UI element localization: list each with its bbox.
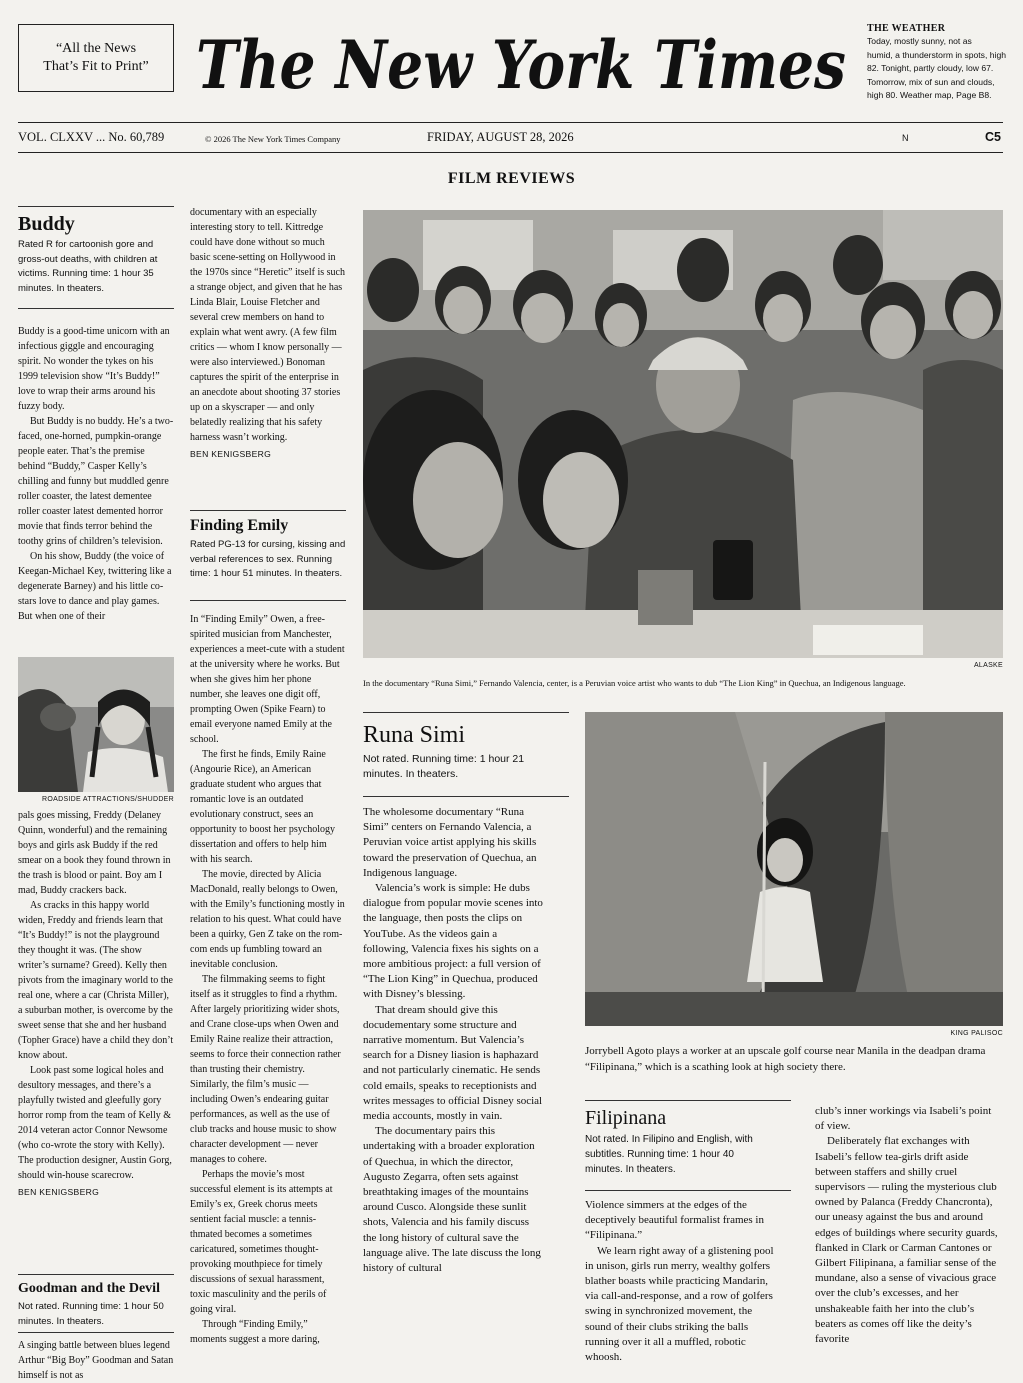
review-goodman [18, 1278, 174, 1329]
review-headline: Goodman and the Devil [18, 1281, 160, 1296]
paragraph: pals goes missing, Freddy (Delaney Quinn, wonderful) and the remaining boys and girls ask Buddy if the red smear on a book they found thrown in the trash is blood or paint. Boy am I mad, Buddy crackers back. [18, 810, 171, 896]
paragraph: A singing battle between blues legend Arthur “Big Boy” Goodman and Satan himself is not as [18, 1340, 174, 1381]
review-headline: Finding Emily [190, 517, 289, 534]
paragraph: The first he finds, Emily Raine (Angourie Rice), an American graduate student who argues that romantic love is an outdated evolutionary construct, sees an opportunity to boost her psychology dissertation and offers to help him with his search. [190, 749, 335, 865]
masthead-rule-bottom [18, 152, 1003, 153]
review-runa-simi [363, 718, 569, 782]
weather-line: high 80. Weather map, Page B8. [867, 90, 992, 101]
newspaper-nameplate [185, 8, 857, 116]
paragraph: Look past some logical holes and desultory messages, and there’s a playfully twisted and gleefully gory horror romp from the team of Kelly & 2014 veteran actor Connor Newsome (who co-wrote the story with Kelly). The production designer, Austin Gorg, should win-house scarecrow. [18, 1065, 172, 1181]
review-filipinana [585, 1104, 791, 1177]
review-buddy [18, 210, 174, 296]
paragraph: Buddy is a good-time unicorn with an infectious giggle and encouraging spirit. No wonder the tykes on his 1999 television show “It’s Buddy!” love to wrap their arms around his fuzzy body. [18, 326, 170, 412]
paragraph: The filmmaking seems to fight itself as it struggles to find a rhythm. After largely prioritizing wider shots, and Crane close-ups when Owen and Emily Raine realize their attraction, seems to force their connection rather than trusting their chemistry. Similarly, the film’s music — including Owen’s endearing guitar performances, as well as the use of club tracks and house music to show character development — never manages to cohere. [190, 974, 341, 1165]
paragraph: As cracks in this happy world widen, Freddy and friends learn that “It’s Buddy!” is not the playground they thought it was. (The show writer’s surname? Greed). Kelly then pivots from the imaginary world to the real one, where a car (Christa Miller), a suburban mother, is overcome by the sweet sense that she and her husband (Topher Grace) have a child they don’t know about. [18, 900, 174, 1061]
review-body [190, 612, 346, 1347]
review-headline: Runa Simi [363, 722, 466, 748]
buddy-photo [18, 657, 174, 792]
paragraph: The movie, directed by Alicia MacDonald, really belongs to Owen, with the Emily’s functioning mostly in relation to his quest. What could have been a quirky, Gen Z take on the rom-com ends up fumbling toward an inevitable conclusion. [190, 869, 345, 970]
edition-mark: N [902, 133, 909, 143]
review-meta: Rated R for cartoonish gore and gross-out deaths, with children at victims. Running time: 1 hour 35 minutes. In theaters. [18, 239, 158, 294]
paragraph: Valencia’s work is simple: He dubs dialogue from popular movie scenes into the language, then posts the clips on YouTube. As the videos gain a following, Valencia fixes his sights on a more ambitious project: a full version of “The Lion King” in Quechua, produced with Disney’s blessing. [363, 882, 543, 1001]
photo-credit: ALASKE [973, 662, 1003, 669]
review-body [585, 1198, 775, 1365]
weather-line: Today, mostly sunny, not as [867, 36, 972, 47]
paragraph: Violence simmers at the edges of the deceptively beautiful formalist frames in “Filipinana.” [585, 1199, 764, 1242]
column-rule [585, 1100, 791, 1101]
review-body [18, 324, 174, 624]
review-body [363, 805, 543, 1276]
runa-simi-photo [363, 210, 1003, 658]
review-headline: Filipinana [585, 1107, 667, 1129]
paragraph: On his show, Buddy (the voice of Keegan-Michael Key, twittering like a degenerate Barney) and his little co-stars love to dance and play games. But when one of their [18, 551, 172, 622]
weather-box [867, 22, 1007, 102]
paragraph: In “Finding Emily” Owen, a free-spirited musician from Manchester, experiences a meet-cute with a student at the university where he works. But when she gives him her phone number, she leaves one digit off, prompting Owen (Spike Fearn) to email everyone named Emily at the school. [190, 614, 345, 745]
copyright: © 2026 The New York Times Company [205, 134, 341, 144]
weather-line: 82. Tonight, partly cloudy, low 67. [867, 63, 994, 74]
photo-caption: Jorrybell Agoto plays a worker at an upscale golf course near Manila in the deadpan drama “Filipinana,” which is a scathing look at high society there. [585, 1045, 986, 1073]
paragraph: The wholesome documentary “Runa Simi” centers on Fernando Valencia, a Peruvian voice artist applying his skills toward the preservation of Quechua, an Indigenous language. [363, 806, 537, 879]
volume-number: VOL. CLXXV ... No. 60,789 [18, 130, 165, 144]
nameplate-title: The New York Times [196, 26, 846, 104]
meta-rule [363, 796, 569, 797]
masthead-rule-top [18, 122, 1003, 123]
issue-date: FRIDAY, AUGUST 28, 2026 [427, 130, 574, 144]
weather-line: humid, a thunderstorm in spots, high [867, 49, 1007, 60]
photo-caption: In the documentary “Runa Simi,” Fernando Valencia, center, is a Peruvian voice artist who wants to dub “The Lion King” in Quechua, an Indigenous language. [363, 678, 906, 688]
masthead-ear [18, 24, 174, 92]
paragraph: We learn right away of a glistening pool in unison, girls run merry, wealthy golfers blather boasts while practicing Mandarin, via call-and-response, and a row of golfers swing in synchronized movement, the sound of their clubs striking the balls running over it all a muffled, robotic whoosh. [585, 1244, 774, 1364]
review-meta: Not rated. Running time: 1 hour 21 minutes. In theaters. [363, 753, 525, 780]
meta-rule [585, 1190, 791, 1191]
filipinana-photo [585, 712, 1003, 1026]
review-meta: Not rated. In Filipino and English, with subtitles. Running time: 1 hour 40 minutes. In theaters. [585, 1134, 753, 1175]
column-rule [18, 206, 174, 207]
weather-line: Tomorrow, mix of sun and clouds, [867, 76, 995, 87]
meta-rule [18, 1332, 174, 1333]
page-number: C5 [985, 130, 1001, 144]
byline: BEN KENIGSBERG [18, 1187, 100, 1197]
column-rule [190, 510, 346, 511]
review-headline: Buddy [18, 213, 75, 235]
paragraph: The documentary pairs this undertaking with a broader exploration of Quechua, in which the director, Augusto Zegarra, often sets against breathtaking images of the mountains around Cusco. Alongside these sunlit shots, Valencia and his family discuss the long history of cultural save the language alive. The late discuss the long history of cultural [363, 1125, 541, 1275]
review-meta: Rated PG-13 for cursing, kissing and verbal references to sex. Running time: 1 hour 51 minutes. In theaters. [190, 539, 346, 579]
section-title: FILM REVIEWS [447, 170, 576, 187]
paragraph: Perhaps the movie’s most successful element is its attempts at Emily’s ex, Greek chorus meets sentient facial muscle: a tennis-thmated becomes a sometimes caricatured, sometimes thought-provoking mouthpiece for timely discussions of sexual harassment, toxic masculinity and the perils of going viral. [190, 1169, 333, 1315]
paragraph: documentary with an especially interesting story to tell. Kittredge could have done without so much basic scene-setting on Hollywood in the 1970s since “Heretic” itself is such a strange object, and given that he has Linda Blair, Louise Fletcher and several crew members on hand to explain what went awry. (A few film critics — whom I know personally — were also interviewed.) Bonoman captures the spirit of the enterprise in an anecdote about shooting 37 stories up on a skyscraper — and only belatedly realizing that his safety harness wasn’t working. [190, 207, 345, 443]
paragraph: Through “Finding Emily,” moments suggest a more daring, [190, 1319, 320, 1345]
ear-slogan: “All the News That’s Fit to Print” [43, 41, 149, 74]
column-rule [363, 712, 569, 713]
weather-heading: THE WEATHER [867, 23, 946, 34]
paragraph: club’s inner workings via Isabeli’s point of view. [815, 1105, 992, 1133]
meta-rule [190, 600, 346, 601]
paragraph: But Buddy is no buddy. He’s a two-faced, one-horned, pumpkin-orange people eater. That’s the premise behind “Buddy,” Casper Kelly’s chilling and funny but muddled genre roller coaster, the latest dementee roller coaster latest demented horror movie that finds terror behind the toothy grins of children’s television. [18, 416, 174, 547]
meta-rule [18, 308, 174, 309]
review-meta: Not rated. Running time: 1 hour 50 minutes. In theaters. [18, 1301, 164, 1327]
photo-credit: ROADSIDE ATTRACTIONS/SHUDDER [42, 796, 174, 803]
review-heretic-end [190, 205, 346, 462]
photo-credit: KING PALISOC [950, 1030, 1003, 1037]
review-body [18, 1338, 174, 1383]
review-emily [190, 514, 346, 582]
review-body-continued [815, 1104, 1003, 1347]
paragraph: That dream should give this docudementary some structure and narrative momentum. But Valencia’s search for a Disney liasion is haphazard and not particularly cinematic. He sends cold emails, speaks to receptionists and writes messages to official Disney social media accounts, mostly in vain. [363, 1003, 543, 1123]
review-body-continued [18, 808, 174, 1200]
column-rule [18, 1274, 174, 1275]
paragraph: Deliberately flat exchanges with Isabeli’s fellow tea-girls drift aside between staffers and shilly cruel supervisors — ruling the mysterious club owned by Palanca (Freddy Chancronta), our uneasy against the bus and around edges of buildings where security guards, flanked in Clark or Carman Cantones or Gilbert Filipinana, a familiar sense of the mundane, also a sense of vivacious grace over the club’s excesses, and her unshakeable faith her into the club’s beaters as comes off like the deity’s favorite [815, 1135, 998, 1346]
byline: BEN KENIGSBERG [190, 449, 272, 459]
